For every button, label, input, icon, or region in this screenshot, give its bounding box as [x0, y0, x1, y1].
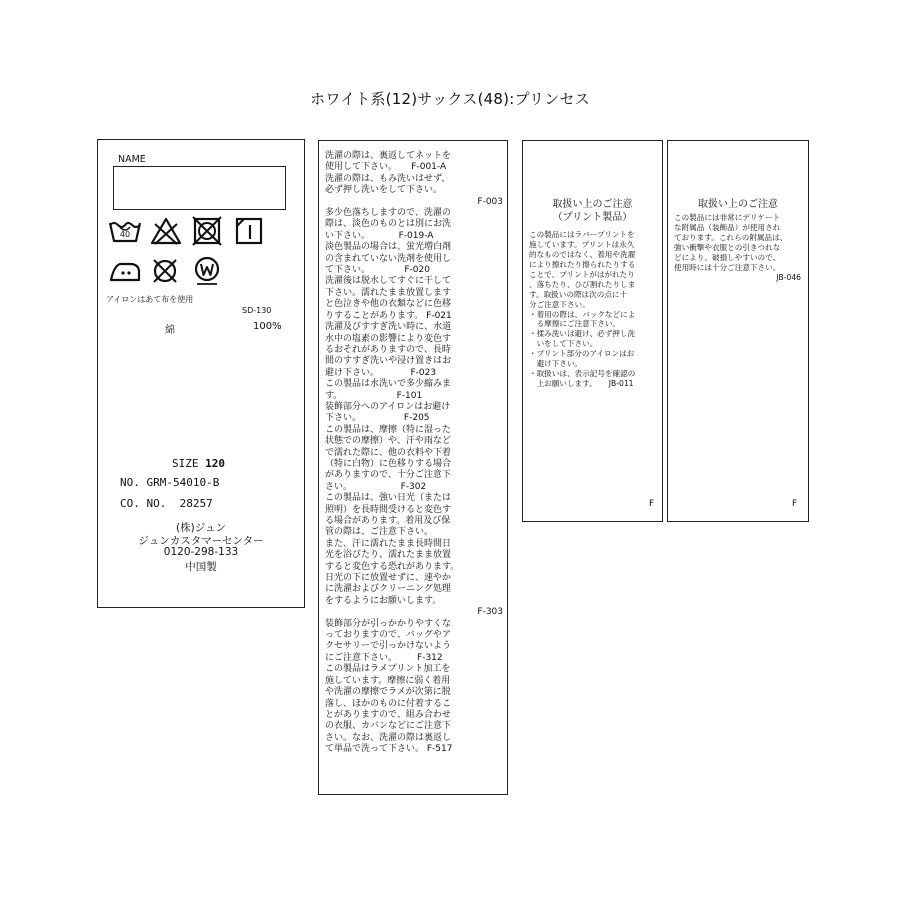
- text-line: この製品は、摩擦（特に湿った: [325, 424, 452, 435]
- no-bleach-icon: [150, 216, 182, 246]
- print-caution-text: [529, 230, 659, 389]
- text-line: ております。これらの附属品は、: [674, 232, 788, 242]
- text-line: 管の際は、ご注意下さい。: [325, 527, 434, 538]
- text-line: とがありますので、組み合わせ: [325, 709, 451, 720]
- company-name: (株)ジュン: [176, 522, 226, 534]
- text-line: な附属品（装飾品）が使用され: [674, 222, 781, 232]
- text-line: 分ご注意下さい。: [529, 299, 590, 309]
- text-line: 洗濯後は脱水してすぐに干して: [325, 276, 452, 287]
- text-line: の衣服、カバンなどにご注意下: [325, 721, 452, 732]
- text-line: 洗濯及びすすぎ洗い時に、水道: [325, 322, 452, 333]
- wet-clean-icon: [192, 256, 222, 288]
- label-corner-mark: F: [649, 499, 655, 509]
- text-line: 状態での摩擦）や、汗や雨など: [325, 436, 451, 447]
- page-heading: ホワイト系(12)サックス(48):プリンセス: [310, 90, 590, 108]
- text-line: 日光の下に放置せずに、速やか: [325, 573, 452, 584]
- text-line: をするようにお願いします。: [325, 595, 442, 606]
- print-caution-subtitle: （プリント製品）: [552, 212, 633, 223]
- text-line: で濡れた際に、他の衣料や下着: [325, 447, 452, 458]
- phone-number: 0120-298-133: [163, 546, 239, 558]
- text-line: この製品にはラバープリントを: [529, 230, 635, 239]
- text-line: 落し、ほかのものに付着するこ: [325, 698, 452, 709]
- text-line: 使用して下さい。 F-001-A: [325, 162, 447, 173]
- wash-instructions-text: [325, 151, 503, 756]
- text-line: 照明）を長時間受けると変色す: [325, 504, 452, 515]
- text-line: この製品は水洗いで多少縮みま: [325, 379, 452, 390]
- text-line: また、汗に濡れたまま長時間日: [325, 538, 452, 549]
- text-line: りすることがあります。 F-021: [325, 310, 452, 321]
- text-line: の含まれていない洗剤を使用し: [325, 253, 452, 264]
- name-label: NAME: [118, 154, 146, 165]
- text-line: F-003: [477, 196, 503, 207]
- text-line: 多少色落ちしますので、洗濯の: [325, 208, 451, 219]
- text-line: クセサリーで引っかけないよう: [325, 641, 452, 652]
- text-line: 的なものではなく、着用や洗濯: [529, 249, 636, 259]
- size-row: [172, 457, 225, 470]
- text-line: 施しています。摩擦に弱く着用: [325, 675, 451, 686]
- text-line: 装飾部分が引っかかりやすくな: [325, 618, 452, 629]
- text-line: る場合があります。着用及び保: [325, 516, 451, 526]
- text-line: さい。なお、洗濯の際は裏返し: [325, 732, 452, 743]
- text-line: 必ず押し洗いをして下さい。: [325, 185, 443, 196]
- size-value: 120: [205, 457, 225, 470]
- text-line: 避け下さい。: [529, 359, 583, 369]
- print-caution-label: [522, 140, 663, 522]
- company-number: CO. NO. 28257: [120, 497, 213, 510]
- text-line: さい。 F-302: [325, 481, 427, 492]
- size-label: SIZE: [172, 457, 199, 470]
- wash-tub-40-icon: [108, 217, 142, 245]
- text-line: 下さい。濡れたまま放置します: [325, 287, 452, 298]
- text-line: にご注意下さい。 F-312: [325, 652, 443, 663]
- text-line: と色泣きや他の衣類などに色移: [325, 299, 452, 310]
- wash-instructions-label: [318, 140, 508, 795]
- no-dry-clean-icon: [150, 257, 180, 285]
- accessory-caution-text: [674, 213, 801, 283]
- text-line: ことで、プリントがはがれたり: [529, 269, 635, 279]
- text-line: JB-046: [776, 272, 801, 282]
- text-line: 避け下さい。 F-023: [325, 367, 437, 378]
- text-line: に洗濯およびクリーニング処理: [325, 584, 451, 595]
- text-line: により擦れたり擦られたりする: [529, 259, 636, 269]
- text-line: この製品はラメプリント加工を: [325, 664, 451, 675]
- no-tumble-dry-icon: [192, 216, 222, 246]
- text-line: ・着用の際は、バックなどによ: [529, 309, 636, 319]
- text-line: す。取扱いの際は次の点に十: [529, 289, 628, 299]
- text-line: るおそれがありますので、長時: [325, 344, 451, 355]
- svg-text:40: 40: [119, 230, 131, 239]
- customer-center: ジュンカスタマーセンター: [138, 535, 264, 547]
- fiber-name: 綿: [165, 325, 175, 336]
- text-line: す。 F-101: [325, 390, 423, 401]
- text-line: この製品は、強い日光（または: [325, 493, 452, 504]
- iron-note: アイロンはあて布を使用: [106, 295, 194, 304]
- text-line: F-303: [477, 607, 503, 618]
- text-line: る摩擦にご注意下さい。: [529, 319, 621, 329]
- text-line: 水中の塩素の影響により変色す: [325, 333, 452, 344]
- print-caution-title: 取扱い上のご注意: [552, 199, 633, 210]
- text-line: 淡色製品の場合は、蛍光増白剤: [325, 242, 452, 253]
- text-line: や洗濯の摩擦でラメが次第に脱: [325, 687, 451, 698]
- text-line: 上お願いします。 JB-011: [529, 379, 634, 389]
- text-line: 下さい。 F-205: [325, 413, 430, 424]
- text-line: 際は、淡色のものとは別にお洗: [325, 219, 452, 230]
- accessory-caution-title: 取扱い上のご注意: [698, 199, 778, 210]
- name-box: [113, 166, 286, 210]
- text-line: っておりますので、バッグやア: [325, 630, 451, 641]
- text-line: （特に白物）に色移りする場合: [325, 458, 452, 469]
- text-line: ・揉み洗いは避け、必ず押し洗: [529, 329, 636, 339]
- text-line: 装飾部分へのアイロンはお避け: [325, 401, 451, 412]
- text-line: ・プリント部分のアイロンはお: [529, 349, 635, 359]
- text-line: ・取扱いは、表示記号を確認の: [529, 369, 636, 379]
- text-line: 使用時には十分ご注意下さい。: [674, 262, 781, 272]
- text-line: 強い衝撃や衣服との引きつれな: [674, 242, 781, 252]
- text-line: 光を浴びたり、濡れたまま放置: [325, 550, 452, 561]
- line-dry-shade-icon: [234, 216, 264, 246]
- country-of-origin: 中国製: [185, 561, 217, 573]
- text-line: い下さい。 F-019-A: [325, 230, 434, 241]
- text-line: 、落ちたり、ひび割れたりしま: [529, 279, 636, 289]
- text-line: がありますので、十分ご注意下: [325, 470, 451, 481]
- iron-medium-icon: [108, 258, 142, 284]
- text-line: 間のすすぎ洗いや浸け置きはお: [325, 356, 452, 367]
- text-line: この製品には非常にデリケート: [674, 213, 781, 222]
- text-line: 洗濯の際は、もみ洗いはせず、: [325, 173, 451, 184]
- text-line: て単品で洗って下さい。 F-517: [325, 744, 453, 755]
- care-label: [97, 139, 305, 608]
- product-number: NO. GRM-54010-B: [120, 476, 220, 489]
- text-line: 洗濯の際は、裏返してネットを: [325, 151, 452, 161]
- label-code: SD-130: [242, 306, 272, 315]
- text-line: すると変色する恐れがあります。: [325, 561, 460, 572]
- fiber-percent: 100%: [253, 321, 282, 332]
- text-line: いをして下さい。: [529, 339, 598, 349]
- text-line: て下さい。 F-020: [325, 265, 430, 276]
- text-line: どにより、破損しやすいので、: [674, 252, 781, 262]
- label-corner-mark: F: [792, 499, 798, 509]
- text-line: 施しています。プリントは永久: [529, 239, 635, 249]
- accessory-caution-label: [667, 140, 809, 522]
